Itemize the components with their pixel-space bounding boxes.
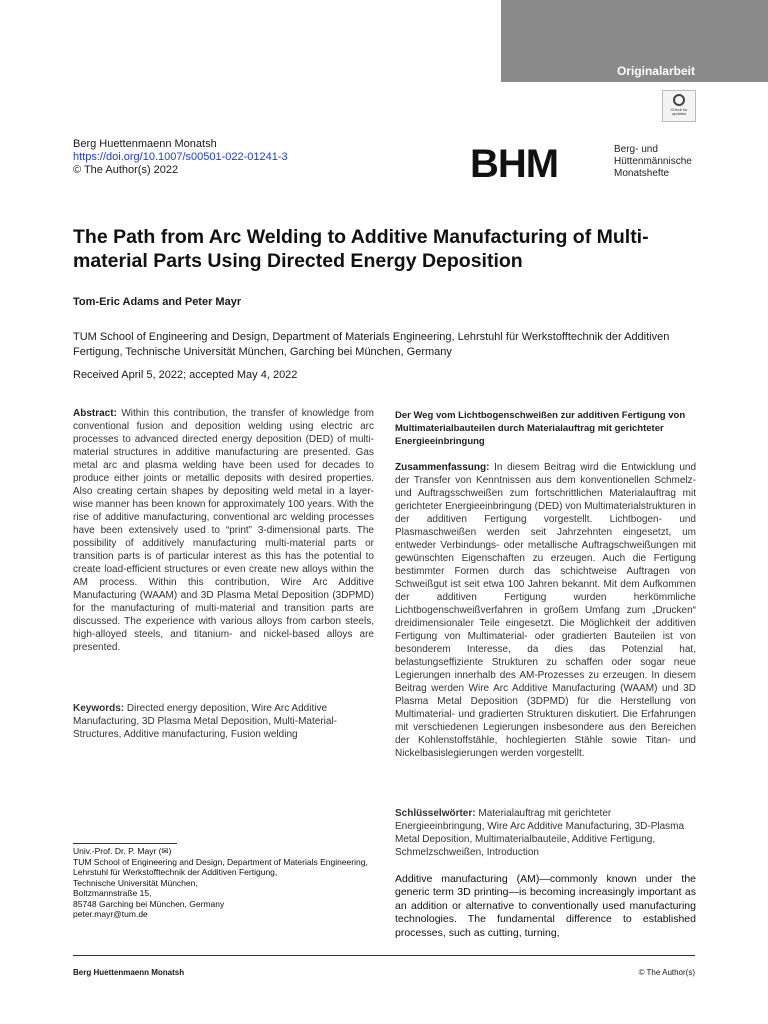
german-keywords-text: Materialauftrag mit gerichteter Energieeinbringung, Wire Arc Additive Manufacturing, 3D-Plasma Metal Deposition, Multimaterialbauteile, Additive Fertigung, Schmelzschweißen, Introduction	[395, 808, 685, 858]
abstract-text: Within this contribution, the transfer of knowledge from conventional fusion and deposition welding using electric arc processes to advanced directed energy deposition (DED) of multi-material structures in additive manufacturing are presented. Gas metal arc and plasma welding have been used for decades to produce either joints or metallic deposits with desired properties. Also creating certain shapes by depositing weld metal in a layer-wise manner has been known for approximately 100 years. With the rise of additive manufacturing, conventional arc welding processes have been extensively used to “print” 3-dimensional parts. The possibility of additively manufacturing multi-material parts or transition parts is of particular interest as this has the potential to create load-efficient structures or even create new alloys within the AM process. Within this contribution, Wire Arc Additive Manufacturing (WAAM) and 3D Plasma Metal Deposition (3DPMD) for the manufacturing of multi-material and transition parts are discussed. The experience with various alloys from carbon steels, high-alloyed steels, and titanium- and nickel-based alloys are presented.	[73, 408, 374, 653]
footnote-line: Univ.-Prof. Dr. P. Mayr (✉)	[73, 846, 172, 856]
bhm-logo-subtitle	[614, 144, 692, 180]
footnote-line: Boltzmannstraße 15,	[73, 888, 152, 898]
logo-sub-2: Hüttenmännische	[614, 156, 692, 167]
german-summary	[395, 461, 696, 760]
footnote-email[interactable]: peter.mayr@tum.de	[73, 909, 148, 919]
check-updates-icon	[673, 94, 685, 106]
introduction-text: Additive manufacturing (AM)—commonly known under the generic term 3D printing—is becoming increasingly important as an addition or alternative to conventionally used manufacturing technologies. The fundamental difference to established processes, such as cutting, turning,	[395, 873, 696, 939]
german-summary-label: Zusammenfassung:	[395, 462, 490, 473]
footer-rule	[73, 955, 695, 956]
journal-name: Berg Huettenmaenn Monatsh	[73, 138, 217, 150]
corresponding-author-footnote	[73, 846, 373, 920]
abstract	[73, 407, 374, 654]
footer-journal: Berg Huettenmaenn Monatsh	[73, 968, 185, 977]
received-dates: Received April 5, 2022; accepted May 4, 2022	[73, 369, 298, 381]
keywords	[73, 702, 374, 741]
keywords-text: Directed energy deposition, Wire Arc Additive Manufacturing, 3D Plasma Metal Deposition, Multi-Material-Structures, Additive manufacturing, Fusion welding	[73, 703, 337, 740]
article-type-label: Originalarbeit	[616, 64, 695, 78]
logo-sub-3: Monatshefte	[614, 168, 670, 179]
footnote-line: 85748 Garching bei München, Germany	[73, 898, 225, 909]
authors: Tom-Eric Adams and Peter Mayr	[73, 296, 242, 308]
footnote-line: TUM School of Engineering and Design, Department of Materials Engineering, Lehrstuhl für Werkstofftechnik der Additiven Fertigung,	[73, 856, 368, 877]
copyright: © The Author(s) 2022	[73, 164, 179, 176]
footer-copyright: © The Author(s)	[638, 968, 695, 977]
article-title: The Path from Arc Welding to Additive Manufacturing of Multi-material Parts Using Directed Energy Deposition	[73, 226, 649, 272]
badge-line-2: updates	[671, 111, 687, 116]
journal-info	[73, 138, 288, 177]
badge-line-1: Check for	[670, 107, 688, 112]
abstract-label: Abstract:	[73, 408, 117, 419]
doi-link[interactable]: https://doi.org/10.1007/s00501-022-01241-3	[73, 151, 288, 163]
german-summary-text: In diesem Beitrag wird die Entwicklung und der Transfer von Kenntnissen aus dem konventionellen Schmelz- und Auftragsschweißen zum fortschrittlichen Materialauftrag mit gerichteter Energieeinbringung (DED) von Multimaterialstrukturen in der additiven Fertigung vorgestellt. Lichtbogen- und Plasmaschweißen werden seit Jahrzehnten eingesetzt, um entweder Verbindungs- oder metallische Auftragschweißungen mit gewünschten Eigenschaften zu erzeugen. Auch die Fertigung bestimmter Formen durch das schichtweise Auftragen von Schweißgut ist seit etwa 100 Jahren bekannt. Mit dem Aufkommen der additiven Fertigung wurden herkömmliche Lichtbogenschweißverfahren in großem Umfang zum „Drucken“ dreidimensionaler Teile eingesetzt. Die Möglichkeit der additiven Fertigung von Multimaterial- oder gradierten Bauteilen ist von besonderem Interesse, da dies das Potenzial hat, belastungseffiziente Strukturen zu schaffen oder sogar neue Legierungen innerhalb des AM-Prozesses zu erzeugen. In diesem Beitrag werden Wire Arc Additive Manufacturing (WAAM) und 3D Plasma Metal Deposition (3DPMD) für die Herstellung von Multimaterial- und gradierten Strukturen diskutiert. Die Erfahrungen mit verschiedenen Legierungen insbesondere aus den Bereichen der Kohlenstoffstähle, hochlegierten Stähle sowie Titan- und Nickelbasislegierungen werden vorgestellt.	[395, 462, 697, 759]
logo-sub-1: Berg- und	[614, 144, 658, 155]
affiliation: TUM School of Engineering and Design, Department of Materials Engineering, Lehrstuhl für Werkstofftechnik der Additiven Fertigung, Technische Universität München, Garching bei München, Germany	[73, 331, 670, 358]
german-keywords-label: Schlüsselwörter:	[395, 808, 476, 819]
bhm-logo	[470, 144, 558, 184]
bhm-logo-letters: BHM	[470, 142, 559, 186]
footnote-line: Technische Universität München,	[73, 877, 198, 888]
german-title: Der Weg vom Lichtbogenschweißen zur additiven Fertigung von Multimaterialbauteilen durch Materialauftrag mit gerichteter Energieeinbringung	[395, 410, 686, 447]
check-for-updates-badge[interactable]	[662, 90, 696, 122]
german-keywords	[395, 807, 696, 859]
keywords-label: Keywords:	[73, 703, 125, 714]
footnote-rule	[73, 843, 177, 844]
